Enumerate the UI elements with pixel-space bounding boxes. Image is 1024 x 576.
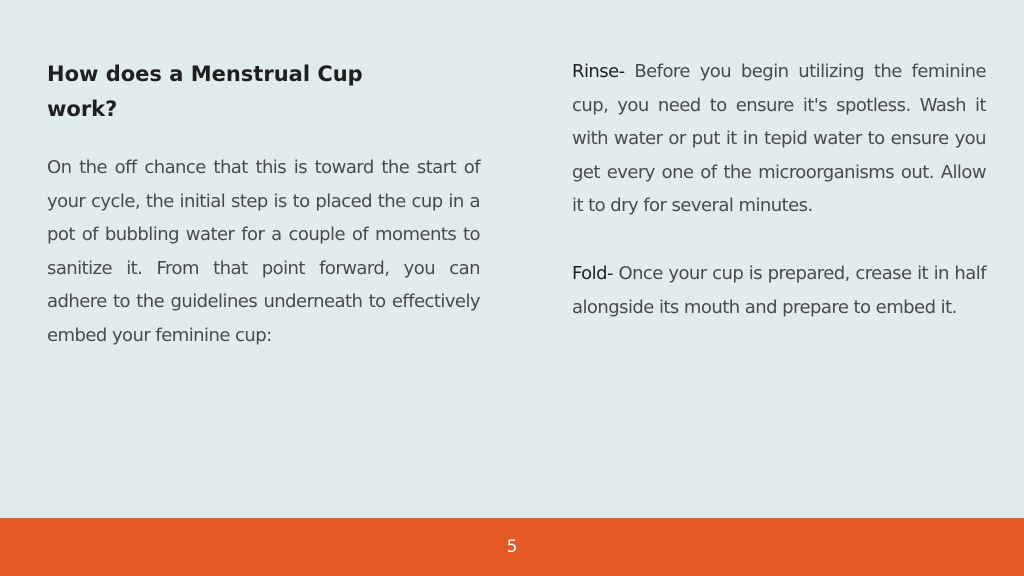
footer-bar bbox=[0, 518, 1024, 576]
intro-paragraph: On the off chance that this is toward the start of your cycle, the initial step is to placed the cup in a pot of bubbling water for a couple of moments to sanitize it. From that point forward, you can adhere to the guidelines underneath to effectively embed your feminine cup: bbox=[47, 157, 480, 346]
right-column bbox=[572, 55, 986, 324]
page-number: 5 bbox=[506, 537, 518, 557]
step-term: Rinse- bbox=[572, 61, 625, 82]
step-rinse bbox=[572, 55, 986, 223]
left-column bbox=[47, 57, 480, 353]
step-term: Fold- bbox=[572, 262, 613, 284]
step-fold bbox=[572, 257, 986, 324]
step-description: Once your cup is prepared, crease it in half alongside its mouth and prepare to embed it. bbox=[572, 262, 986, 318]
section-heading: How does a Menstrual Cup work? bbox=[47, 62, 363, 121]
step-description: Before you begin utilizing the feminine cup, you need to ensure it's spotless. Wash it with water or put it in tepid water to ensure you get every one of the microorganisms out. Allow it to dry for several minutes. bbox=[572, 61, 986, 217]
